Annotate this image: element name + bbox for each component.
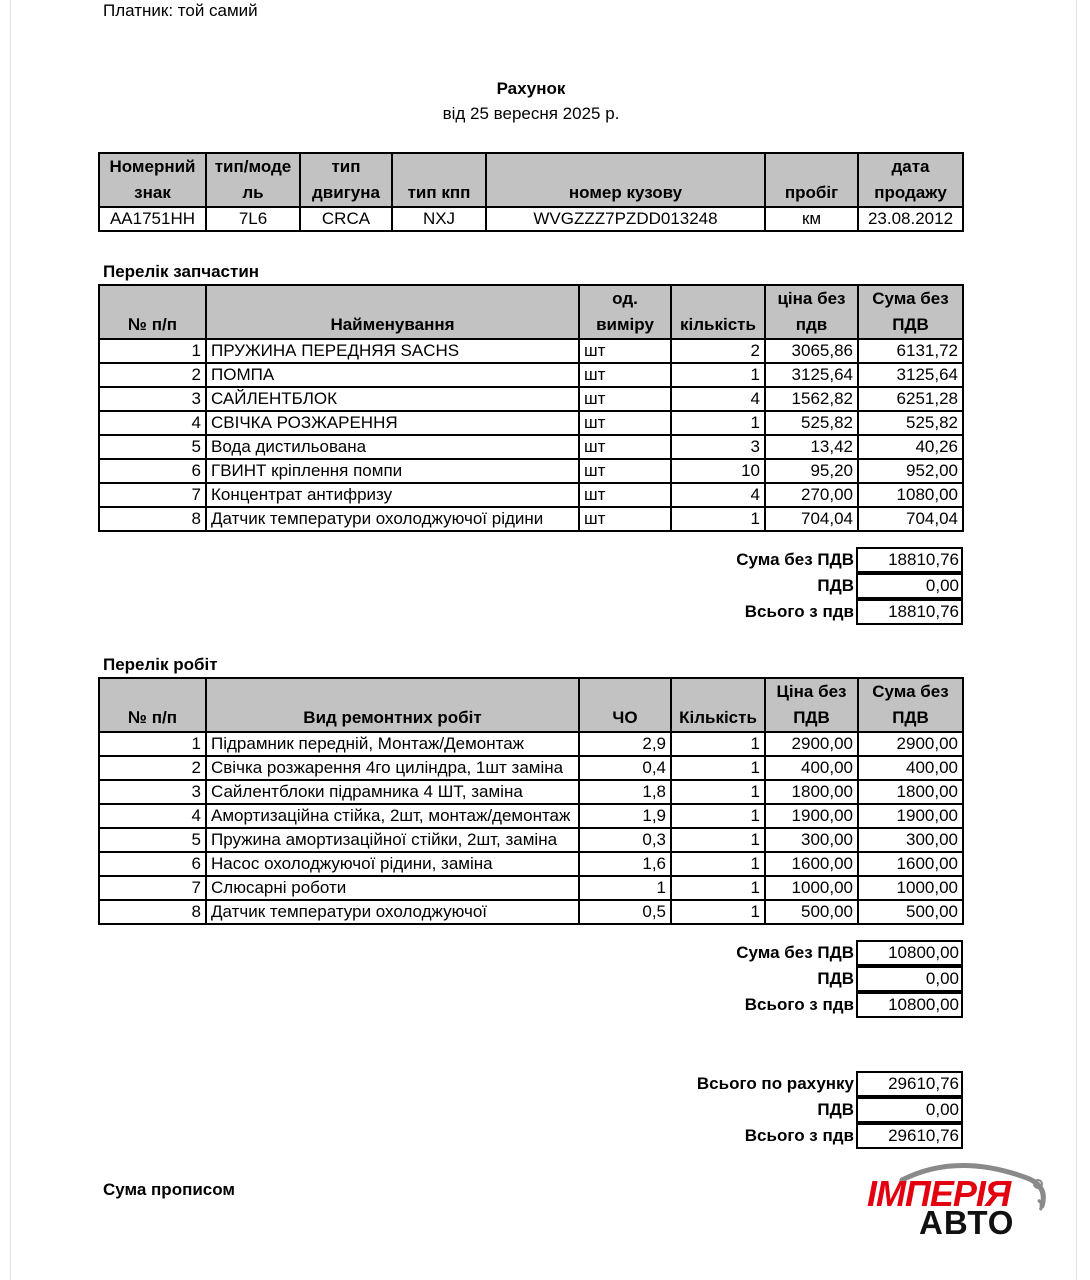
works-vat-row (0, 966, 1090, 992)
work-price: 2900,00 (765, 732, 858, 756)
payer-line: Платник: той самий (103, 1, 258, 20)
part-name: Вода дистильована (206, 435, 579, 459)
logo-text-imperia: ІМПЕРІЯ (867, 1173, 1011, 1214)
parts-subtotal-value: 18810,76 (856, 547, 963, 573)
row-number: 5 (99, 435, 206, 459)
vehicle-mileage: км (765, 207, 858, 231)
row-number: 2 (99, 363, 206, 387)
work-quantity: 1 (671, 828, 765, 852)
works-total-row (0, 992, 1090, 1018)
row-number: 7 (99, 483, 206, 507)
work-name: Слюсарні роботи (206, 876, 579, 900)
work-hours: 0,4 (579, 756, 671, 780)
work-quantity: 1 (671, 756, 765, 780)
part-name: ГВИНТ кріплення помпи (206, 459, 579, 483)
part-sum: 6251,28 (858, 387, 963, 411)
work-name: Насос охолоджуючої рідини, заміна (206, 852, 579, 876)
grand-total-label: Всього з пдв (744, 1126, 854, 1145)
work-name: Свічка розжарення 4го циліндра, 1шт заміна (206, 756, 579, 780)
document-date: від 25 вересня 2025 р. (442, 104, 620, 123)
logo-text-avto: АВТО (919, 1204, 1015, 1241)
work-hours: 0,3 (579, 828, 671, 852)
works-header-row (99, 678, 963, 732)
table-row (99, 339, 963, 363)
work-hours: 2,9 (579, 732, 671, 756)
row-number: 4 (99, 804, 206, 828)
document-title: Рахунок (496, 79, 566, 98)
parts-vat-label: ПДВ (817, 576, 854, 595)
parts-total-value: 18810,76 (856, 599, 963, 625)
work-name: Амортизаційна стійка, 2шт, монтаж/демонтаж (206, 804, 579, 828)
grand-vat-row (0, 1097, 1090, 1123)
table-row (99, 732, 963, 756)
parts-vat-value: 0,00 (856, 573, 963, 599)
works-header-price: Ціна без ПДВ (765, 678, 858, 732)
works-total-label: Всього з пдв (744, 995, 854, 1014)
works-section-title: Перелік робіт (103, 655, 218, 674)
part-unit: шт (579, 483, 671, 507)
parts-header-price: ціна без пдв (765, 285, 858, 339)
row-number: 2 (99, 756, 206, 780)
row-number: 3 (99, 387, 206, 411)
grand-vat-value: 0,00 (856, 1097, 963, 1123)
part-name: Датчик температури охолоджуючої рідини (206, 507, 579, 531)
part-quantity: 10 (671, 459, 765, 483)
works-table (98, 677, 964, 925)
vehicle-header-plate: Номерний знак (99, 153, 206, 207)
row-number: 1 (99, 339, 206, 363)
table-row (99, 411, 963, 435)
part-name: Концентрат антифризу (206, 483, 579, 507)
parts-header-row (99, 285, 963, 339)
row-number: 4 (99, 411, 206, 435)
work-sum: 2900,00 (858, 732, 963, 756)
part-price: 13,42 (765, 435, 858, 459)
part-unit: шт (579, 387, 671, 411)
table-row (99, 852, 963, 876)
part-sum: 40,26 (858, 435, 963, 459)
works-total-value: 10800,00 (856, 992, 963, 1018)
vehicle-plate: AA1751HH (99, 207, 206, 231)
work-hours: 1,6 (579, 852, 671, 876)
work-hours: 0,5 (579, 900, 671, 924)
parts-header-quantity: кількість (671, 285, 765, 339)
vehicle-model: 7L6 (206, 207, 300, 231)
part-name: САЙЛЕНТБЛОК (206, 387, 579, 411)
part-unit: шт (579, 339, 671, 363)
table-row (99, 459, 963, 483)
grand-invoice-row (0, 1071, 1090, 1097)
table-row (99, 387, 963, 411)
part-name: СВІЧКА РОЗЖАРЕННЯ (206, 411, 579, 435)
work-sum: 500,00 (858, 900, 963, 924)
part-unit: шт (579, 459, 671, 483)
work-price: 500,00 (765, 900, 858, 924)
table-row (99, 507, 963, 531)
works-subtotal-value: 10800,00 (856, 940, 963, 966)
part-price: 1562,82 (765, 387, 858, 411)
part-quantity: 1 (671, 411, 765, 435)
row-number: 8 (99, 900, 206, 924)
part-unit: шт (579, 411, 671, 435)
works-header-name: Вид ремонтних робіт (206, 678, 579, 732)
work-name: Датчик температури охолоджуючої (206, 900, 579, 924)
works-header-sum: Сума без ПДВ (858, 678, 963, 732)
part-quantity: 1 (671, 363, 765, 387)
row-number: 7 (99, 876, 206, 900)
works-vat-value: 0,00 (856, 966, 963, 992)
work-name: Підрамник передній, Монтаж/Демонтаж (206, 732, 579, 756)
vehicle-header-sale-date: дата продажу (858, 153, 963, 207)
grand-total-row (0, 1123, 1090, 1149)
part-sum: 952,00 (858, 459, 963, 483)
parts-total-row (0, 599, 1090, 625)
part-quantity: 2 (671, 339, 765, 363)
vehicle-header-engine: тип двигуна (300, 153, 392, 207)
vehicle-vin: WVGZZZ7PZDD013248 (486, 207, 765, 231)
parts-header-sum: Сума без ПДВ (858, 285, 963, 339)
parts-vat-row (0, 573, 1090, 599)
table-row (99, 756, 963, 780)
vehicle-header-model: тип/моде ль (206, 153, 300, 207)
part-unit: шт (579, 507, 671, 531)
table-row (99, 876, 963, 900)
row-number: 6 (99, 852, 206, 876)
part-quantity: 4 (671, 387, 765, 411)
work-name: Пружина амортизаційної стійки, 2шт, заміна (206, 828, 579, 852)
work-quantity: 1 (671, 732, 765, 756)
vehicle-header-gearbox: тип кпп (392, 153, 486, 207)
part-name: ПОМПА (206, 363, 579, 387)
vehicle-value-row (99, 207, 963, 231)
work-quantity: 1 (671, 900, 765, 924)
works-header-number: № п/п (99, 678, 206, 732)
works-subtotal-row (0, 940, 1090, 966)
work-sum: 400,00 (858, 756, 963, 780)
row-number: 1 (99, 732, 206, 756)
works-header-hours: ЧО (579, 678, 671, 732)
work-quantity: 1 (671, 876, 765, 900)
vehicle-gearbox: NXJ (392, 207, 486, 231)
table-row (99, 804, 963, 828)
table-row (99, 780, 963, 804)
vehicle-header-mileage: пробіг (765, 153, 858, 207)
works-subtotal-label: Сума без ПДВ (736, 943, 854, 962)
part-price: 525,82 (765, 411, 858, 435)
part-price: 3065,86 (765, 339, 858, 363)
table-row (99, 435, 963, 459)
part-name: ПРУЖИНА ПЕРЕДНЯЯ SACHS (206, 339, 579, 363)
parts-subtotal-label: Сума без ПДВ (736, 550, 854, 569)
work-price: 1800,00 (765, 780, 858, 804)
work-price: 300,00 (765, 828, 858, 852)
sum-in-words-label: Сума прописом (103, 1180, 235, 1199)
work-sum: 1900,00 (858, 804, 963, 828)
part-sum: 6131,72 (858, 339, 963, 363)
table-row (99, 900, 963, 924)
part-price: 704,04 (765, 507, 858, 531)
part-price: 3125,64 (765, 363, 858, 387)
parts-table (98, 284, 964, 532)
part-price: 95,20 (765, 459, 858, 483)
part-quantity: 3 (671, 435, 765, 459)
part-sum: 1080,00 (858, 483, 963, 507)
grand-invoice-label: Всього по рахунку (696, 1074, 854, 1093)
row-number: 5 (99, 828, 206, 852)
parts-subtotal-row (0, 547, 1090, 573)
part-sum: 525,82 (858, 411, 963, 435)
work-price: 1600,00 (765, 852, 858, 876)
part-quantity: 1 (671, 507, 765, 531)
vehicle-sale-date: 23.08.2012 (858, 207, 963, 231)
part-sum: 3125,64 (858, 363, 963, 387)
work-hours: 1 (579, 876, 671, 900)
vehicle-table (98, 152, 964, 232)
vehicle-header-vin: номер кузову (486, 153, 765, 207)
table-row (99, 363, 963, 387)
parts-header-name: Найменування (206, 285, 579, 339)
work-hours: 1,8 (579, 780, 671, 804)
part-sum: 704,04 (858, 507, 963, 531)
work-quantity: 1 (671, 804, 765, 828)
vehicle-header-row (99, 153, 963, 207)
part-price: 270,00 (765, 483, 858, 507)
work-sum: 1000,00 (858, 876, 963, 900)
work-price: 400,00 (765, 756, 858, 780)
vehicle-engine: CRCA (300, 207, 392, 231)
part-unit: шт (579, 363, 671, 387)
parts-section-title: Перелік запчастин (103, 262, 260, 281)
parts-total-label: Всього з пдв (744, 602, 854, 621)
work-sum: 1600,00 (858, 852, 963, 876)
work-quantity: 1 (671, 852, 765, 876)
grand-invoice-value: 29610,76 (856, 1071, 963, 1097)
work-name: Сайлентблоки підрамника 4 ШТ, заміна (206, 780, 579, 804)
table-row (99, 828, 963, 852)
work-sum: 300,00 (858, 828, 963, 852)
work-price: 1000,00 (765, 876, 858, 900)
row-number: 3 (99, 780, 206, 804)
work-hours: 1,9 (579, 804, 671, 828)
works-header-quantity: Кількість (671, 678, 765, 732)
part-quantity: 4 (671, 483, 765, 507)
parts-header-number: № п/п (99, 285, 206, 339)
part-unit: шт (579, 435, 671, 459)
row-number: 8 (99, 507, 206, 531)
row-number: 6 (99, 459, 206, 483)
works-vat-label: ПДВ (817, 969, 854, 988)
imperia-avto-logo (862, 1160, 1052, 1245)
work-sum: 1800,00 (858, 780, 963, 804)
grand-vat-label: ПДВ (817, 1100, 854, 1119)
table-row (99, 483, 963, 507)
work-price: 1900,00 (765, 804, 858, 828)
parts-header-unit: од. виміру (579, 285, 671, 339)
grand-total-value: 29610,76 (856, 1123, 963, 1149)
work-quantity: 1 (671, 780, 765, 804)
